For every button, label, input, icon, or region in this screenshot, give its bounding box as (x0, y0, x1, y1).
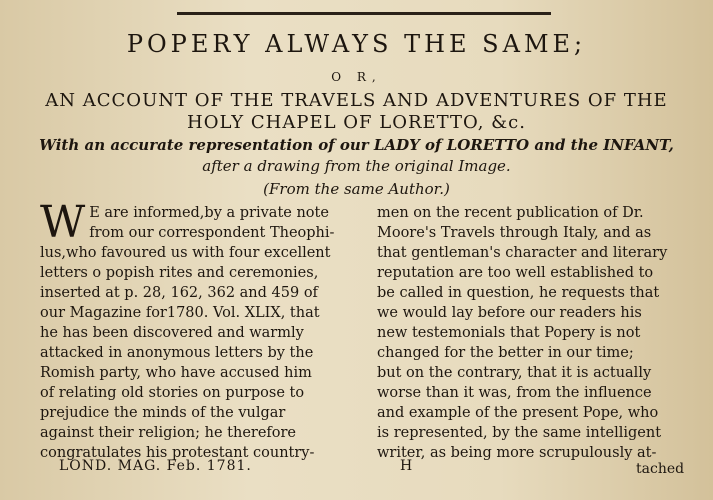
footer-citation: LOND. MAG. Feb. 1781. (59, 458, 252, 474)
top-rule (177, 12, 551, 15)
body-line: we would lay before our readers his (377, 305, 642, 321)
body-line: he has been discovered and warmly (40, 325, 304, 341)
article-title: POPERY ALWAYS THE SAME; (126, 30, 587, 58)
body-line: prejudice the minds of the vulgar (40, 405, 286, 421)
body-line: lus,who favoured us with four excellent (40, 245, 331, 261)
body-line: that gentleman's character and literary (377, 245, 668, 261)
body-line: be called in question, he requests that (377, 285, 660, 301)
body-line: Moore's Travels through Italy, and as (377, 225, 652, 241)
body-line: and example of the present Pope, who (377, 405, 659, 421)
body-line: against their religion; he therefore (40, 425, 297, 441)
or-divider: O R, (331, 70, 382, 84)
body-line: reputation are too well established to (377, 265, 654, 281)
body-line: new testemonials that Popery is not (377, 325, 641, 341)
body-line: writer, as being more scrupulously at- (377, 445, 657, 461)
italic-line-2: after a drawing from the original Image. (202, 157, 511, 175)
body-line: of relating old stories on purpose to (40, 385, 305, 401)
subtitle-line-2: HOLY CHAPEL OF LORETTO, &c. (187, 112, 526, 133)
body-line: inserted at p. 28, 162, 362 and 459 of (40, 285, 318, 301)
body-line: from our correspondent Theophi- (89, 225, 335, 241)
left-column (40, 197, 358, 463)
body-line: worse than it was, from the influence (377, 385, 652, 401)
body-line: congratulates his protestant country- (40, 445, 315, 461)
body-line: our Magazine for1780. Vol. XLIX, that (40, 305, 320, 321)
body-line: Romish party, who have accused him (40, 365, 312, 381)
body-line: letters o popish rites and ceremonies, (40, 265, 319, 281)
body-line: but on the contrary, that it is actually (377, 365, 652, 381)
body-line: is represented, by the same intelligent (377, 425, 662, 441)
catchword: tached (636, 461, 685, 477)
body-line: E are informed,by a private note (89, 205, 329, 221)
signature-mark: H (400, 458, 413, 474)
italic-line-1: With an accurate representation of our LADY of LORETTO and the INFANT, (39, 136, 674, 154)
drop-cap: W (40, 197, 86, 248)
body-line: attacked in anonymous letters by the (40, 345, 314, 361)
right-column (377, 203, 683, 463)
body-line: men on the recent publication of Dr. (377, 205, 644, 221)
body-line: changed for the better in our time; (377, 345, 634, 361)
attribution-line: (From the same Author.) (263, 180, 450, 198)
subtitle-line-1: AN ACCOUNT OF THE TRAVELS AND ADVENTURES OF THE (45, 90, 668, 111)
